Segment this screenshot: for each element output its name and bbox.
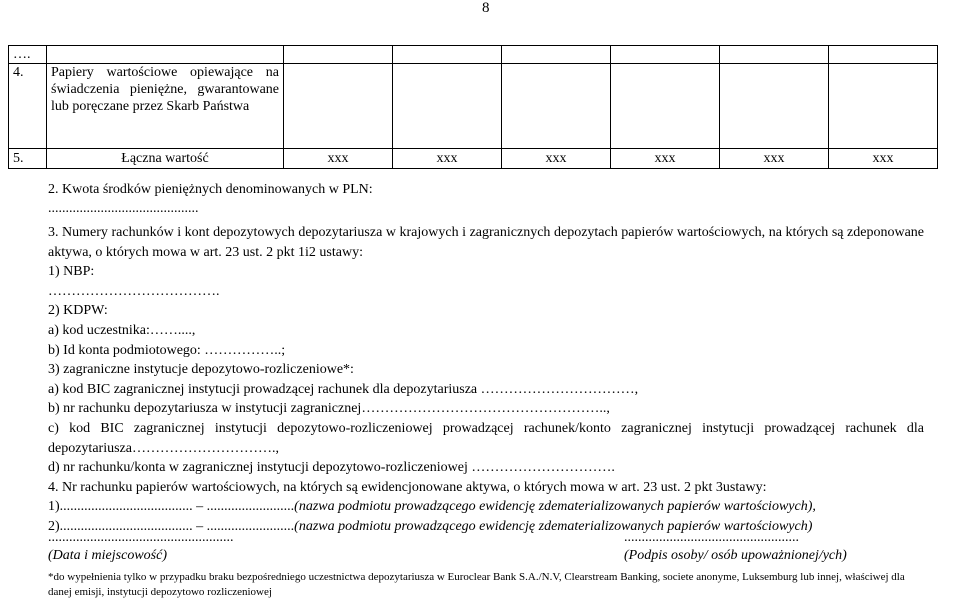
signature-dots: .................................................. [624, 530, 799, 545]
table-cell: xxx [284, 149, 393, 169]
section-3 [48, 223, 924, 537]
section-3-intro: 3. Numery rachunków i kont depozytowych depozytariusza w krajowych i zagranicznych depozytach papierów wartościowych, na których są zdeponowane aktywa, o których mowa w art. 23 ust. 2 pkt 1i2 ustawy: [48, 225, 924, 260]
table-cell: xxx [829, 149, 938, 169]
section-4-intro: 4. Nr rachunku papierów wartościowych, na których są ewidencjonowane aktywa, o których mowa w art. 23 ust. 2 pkt 3ustawy: [48, 479, 767, 495]
kdpw-participant-code: a) kod uczestnika:……...., [48, 322, 196, 338]
table-cell: xxx [393, 149, 502, 169]
signature-left [48, 529, 234, 565]
row-label [47, 46, 284, 64]
kdpw-account-id: b) Id konta podmiotowego: ……………..; [48, 342, 286, 358]
section-2-dots: ........................................... [48, 201, 199, 216]
row-label: Łączna wartość [47, 149, 284, 169]
row-number: 5. [9, 149, 47, 169]
date-place-label: (Data i miejscowość) [48, 548, 167, 563]
foreign-bic-code: a) kod BIC zagranicznej instytucji prowadzącej rachunek dla depozytariusza ……………………………, [48, 381, 639, 397]
date-place-dots: ..................................................... [48, 530, 234, 545]
foreign-institutions-label: 3) zagraniczne instytucje depozytowo-rozliczeniowe*: [48, 362, 354, 378]
row-label: Papiery wartościowe opiewające na świadczenia pieniężne, gwarantowane lub poręczane przez Skarb Państwa [47, 64, 284, 149]
table-cell: xxx [611, 149, 720, 169]
footnote: *do wypełnienia tylko w przypadku braku bezpośredniego uczestnictwa depozytariusza w Euroclear Bank S.A./N.V, Clearstream Banking, societe anonyme, Luksemburg lub innej, właściwej dla danej emisji, instytucji depozytowo rozliczeniowej [48, 571, 905, 598]
signature-right [624, 529, 847, 565]
nbp-dots: ………………………………. [48, 283, 220, 299]
signature-label: (Podpis osoby/ osób upoważnionej/ych) [624, 548, 847, 563]
section-4-item-1: 1)...................................... – .........................(nazwa podmiotu prowadzącego ewidencję zdematerializowanych papierów wartościowych), [48, 499, 816, 515]
table-cell: xxx [720, 149, 829, 169]
table-row [9, 46, 938, 64]
section-2-title: 2. Kwota środków pieniężnych denominowanych w PLN: [48, 182, 373, 197]
assets-table [8, 45, 938, 169]
nbp-label: 1) NBP: [48, 264, 95, 280]
page-number: 8 [482, 0, 490, 16]
item-2-italic-note: (nazwa podmiotu prowadzącego ewidencję zdematerializowanych papierów wartościowych) [294, 518, 813, 534]
row-number: 4. [9, 64, 47, 149]
kdpw-label: 2) KDPW: [48, 303, 108, 319]
foreign-account-number: b) nr rachunku depozytariusza w instytucji zagranicznej…………………………………………….., [48, 401, 610, 417]
section-4-item-2: 2)...................................... – .........................(nazwa podmiotu prowadzącego ewidencję zdematerializowanych papierów wartościowych) [48, 518, 813, 534]
foreign-clearing-account: d) nr rachunku/konta w zagranicznej instytucji depozytowo-rozliczeniowej …………………………. [48, 460, 615, 476]
item-1-italic-note: (nazwa podmiotu prowadzącego ewidencję zdematerializowanych papierów wartościowych), [294, 499, 816, 515]
table-row [9, 64, 938, 149]
foreign-clearing-bic: c) kod BIC zagranicznej instytucji depozytowo-rozliczeniowej prowadzącej rachunek/konto zagranicznej instytucji prowadzącej rachunek dla depozytariusza…………………………., [48, 420, 924, 456]
row-number: …. [9, 46, 47, 64]
table-row [9, 149, 938, 169]
table-cell: xxx [502, 149, 611, 169]
